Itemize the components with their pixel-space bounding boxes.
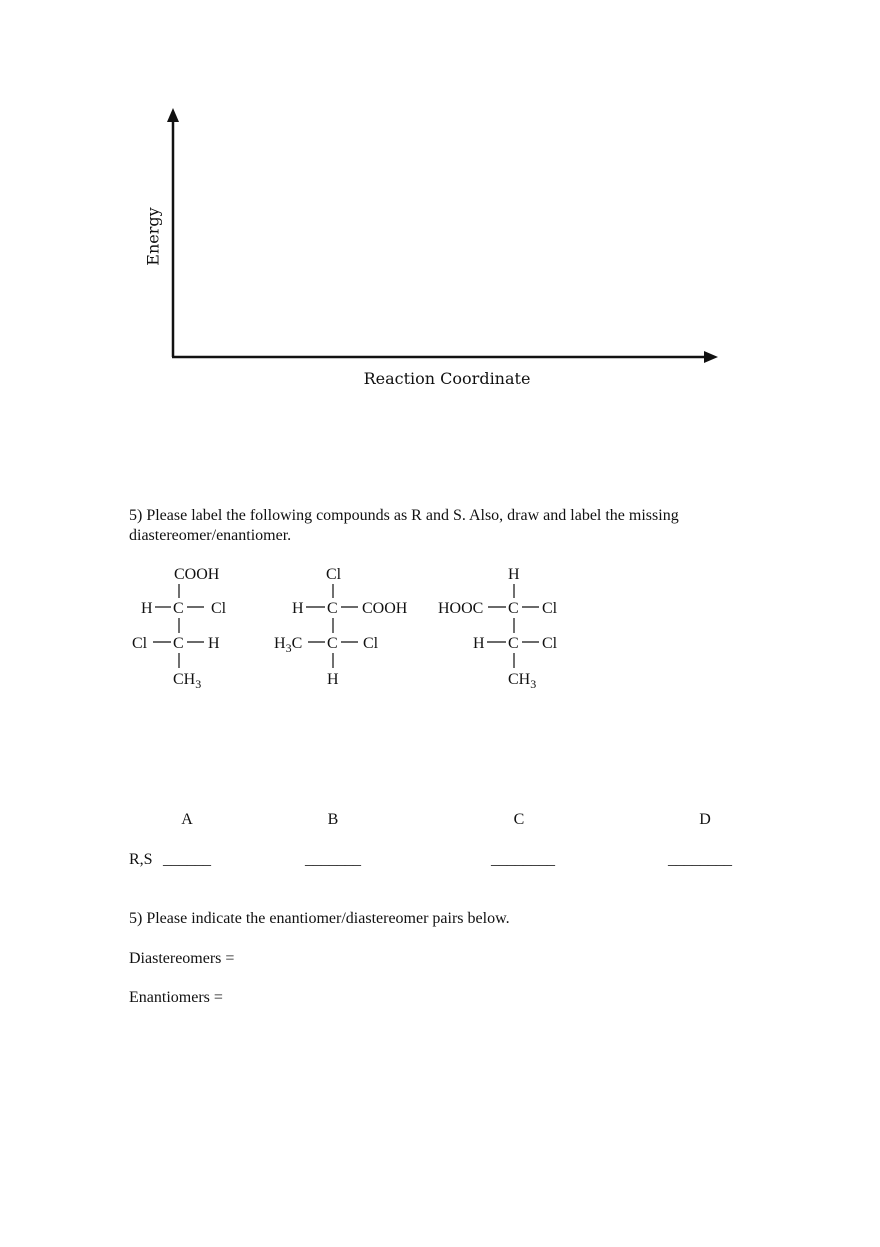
a-upper-left: H bbox=[141, 600, 153, 617]
x-axis-arrowhead bbox=[704, 351, 718, 363]
question-rs-line2: diastereomer/enantiomer. bbox=[129, 527, 292, 544]
b-lower-right: Cl bbox=[363, 635, 379, 652]
a-bottom-group: $CH_3$ bbox=[173, 671, 202, 691]
b-lower-carbon: C bbox=[327, 635, 338, 652]
rs-blank-a[interactable]: ______ bbox=[163, 851, 211, 868]
b-lower-left: $H_3C$ bbox=[274, 635, 303, 655]
question-rs-line1: 5) Please label the following compounds as R and S. Also, draw and label the missing bbox=[129, 507, 679, 524]
b-upper-right: COOH bbox=[362, 600, 408, 617]
rs-blank-c[interactable]: ________ bbox=[491, 851, 555, 868]
diastereomers-label: Diastereomers = bbox=[129, 950, 235, 967]
a-lower-left: Cl bbox=[132, 635, 148, 652]
a-top-group: COOH bbox=[174, 566, 220, 583]
c-upper-left: HOOC bbox=[438, 600, 484, 617]
enantiomers-label: Enantiomers = bbox=[129, 989, 223, 1006]
b-upper-carbon: C bbox=[327, 600, 338, 617]
question-pairs: 5) Please indicate the enantiomer/diastereomer pairs below. bbox=[129, 910, 510, 927]
c-bottom-group: $CH_3$ bbox=[508, 671, 537, 691]
compound-letter-c: C bbox=[513, 811, 525, 828]
a-lower-right: H bbox=[208, 635, 220, 652]
compound-letter-a: A bbox=[181, 811, 193, 828]
energy-diagram-axes bbox=[0, 0, 880, 420]
c-lower-left: H bbox=[473, 635, 485, 652]
c-lower-carbon: C bbox=[508, 635, 519, 652]
rs-label: R,S bbox=[129, 851, 153, 868]
c-upper-carbon: C bbox=[508, 600, 519, 617]
c-lower-right: Cl bbox=[542, 635, 558, 652]
b-bottom-group: H bbox=[327, 671, 339, 688]
x-axis-label: Reaction Coordinate bbox=[363, 369, 531, 388]
y-axis-label: Energy bbox=[143, 207, 163, 266]
rs-blank-d[interactable]: ________ bbox=[668, 851, 732, 868]
fischer-structure-c bbox=[436, 562, 736, 692]
b-top-group: Cl bbox=[326, 566, 342, 583]
a-upper-right: Cl bbox=[211, 600, 227, 617]
a-upper-carbon: C bbox=[173, 600, 184, 617]
compound-letter-d: D bbox=[699, 811, 711, 828]
c-top-group: H bbox=[508, 566, 520, 583]
compound-letter-b: B bbox=[327, 811, 339, 828]
y-axis-arrowhead bbox=[167, 108, 179, 122]
c-upper-right: Cl bbox=[542, 600, 558, 617]
rs-blank-b[interactable]: _______ bbox=[305, 851, 361, 868]
a-lower-carbon: C bbox=[173, 635, 184, 652]
b-upper-left: H bbox=[292, 600, 304, 617]
